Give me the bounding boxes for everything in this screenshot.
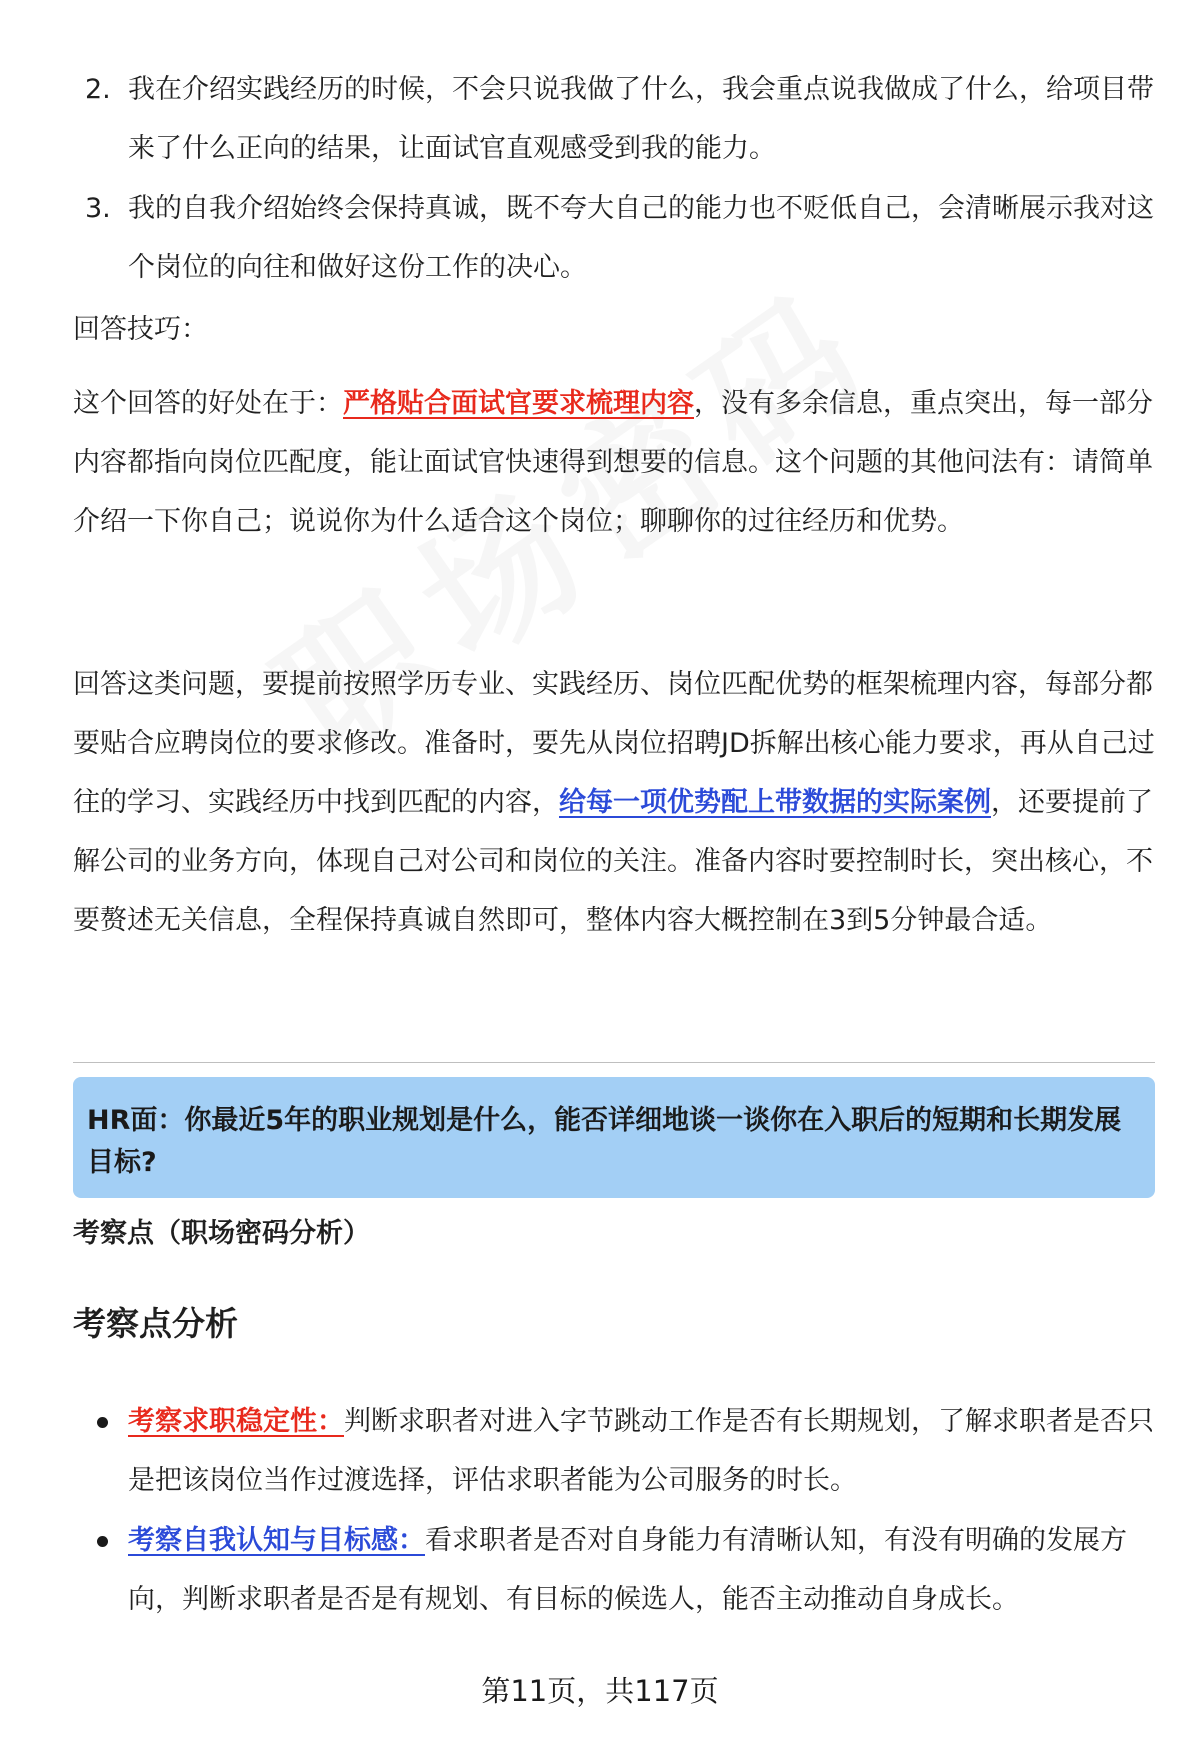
ordered-list — [73, 60, 1155, 298]
list-item — [73, 60, 1155, 178]
question-text: HR面：你最近5年的职业规划是什么，能否详细地谈一谈你在入职后的短期和长期发展目标? — [87, 1105, 1122, 1178]
bullet-dot-icon — [97, 1536, 108, 1547]
paragraph-text: ，还要提前了解公司的业务方向，体现自己对公司和岗位的关注。准备内容时要控制时长，突出核心，不要赘述无关信息，全程保持真诚自然即可，整体内容大概控制在3到5分钟最合适。 — [73, 787, 1153, 936]
tips-paragraph-2 — [73, 655, 1155, 950]
blue-highlight: 给每一项优势配上带数据的实际案例 — [559, 787, 991, 818]
bullet-text: 判断求职者对进入字节跳动工作是否有长期规划，了解求职者是否只是把该岗位当作过渡选择，评估求职者能为公司服务的时长。 — [128, 1406, 1154, 1496]
list-item — [73, 179, 1155, 297]
tips-paragraph-1 — [73, 374, 1155, 551]
paragraph-text: 回答这类问题，要提前按照学历专业、实践经历、岗位匹配优势的框架梳理内容，每部分都要贴合应聘岗位的要求修改。准备时，要先从岗位招聘JD拆解出核心能力要求，再从自己过往的学习、实践经历中找到匹配的内容， — [73, 669, 1155, 818]
bullet-label: 考察求职稳定性： — [128, 1406, 344, 1437]
bullet-item — [73, 1392, 1155, 1510]
section-title: 考察点分析 — [73, 1304, 238, 1343]
question-box — [73, 1077, 1155, 1198]
list-number: 3. — [85, 193, 111, 224]
list-item-text: 我的自我介绍始终会保持真诚，既不夸大自己的能力也不贬低自己，会清晰展示我对这个岗位的向往和做好这份工作的决心。 — [128, 193, 1154, 283]
paragraph-text: 这个回答的好处在于： — [73, 388, 343, 419]
divider — [73, 1062, 1155, 1063]
list-number: 2. — [85, 74, 111, 105]
analysis-sub-label: 考察点（职场密码分析） — [73, 1218, 370, 1249]
bullet-label: 考察自我认知与目标感： — [128, 1525, 425, 1556]
bullet-item — [73, 1511, 1155, 1629]
page-footer: 第11页，共117页 — [481, 1674, 719, 1708]
bullet-dot-icon — [97, 1417, 108, 1428]
list-item-text: 我在介绍实践经历的时候，不会只说我做了什么，我会重点说我做成了什么，给项目带来了什么正向的结果，让面试官直观感受到我的能力。 — [128, 74, 1154, 164]
bullet-text: 看求职者是否对自身能力有清晰认知，有没有明确的发展方向，判断求职者是否是有规划、有目标的候选人，能否主动推动自身成长。 — [128, 1525, 1127, 1615]
paragraph-text: ，没有多余信息，重点突出，每一部分内容都指向岗位匹配度，能让面试官快速得到想要的信息。这个问题的其他问法有：请简单介绍一下你自己；说说你为什么适合这个岗位；聊聊你的过往经历和优势。 — [73, 388, 1153, 537]
bullet-list — [73, 1392, 1155, 1630]
tips-label: 回答技巧： — [73, 314, 208, 345]
red-highlight: 严格贴合面试官要求梳理内容 — [343, 388, 694, 419]
